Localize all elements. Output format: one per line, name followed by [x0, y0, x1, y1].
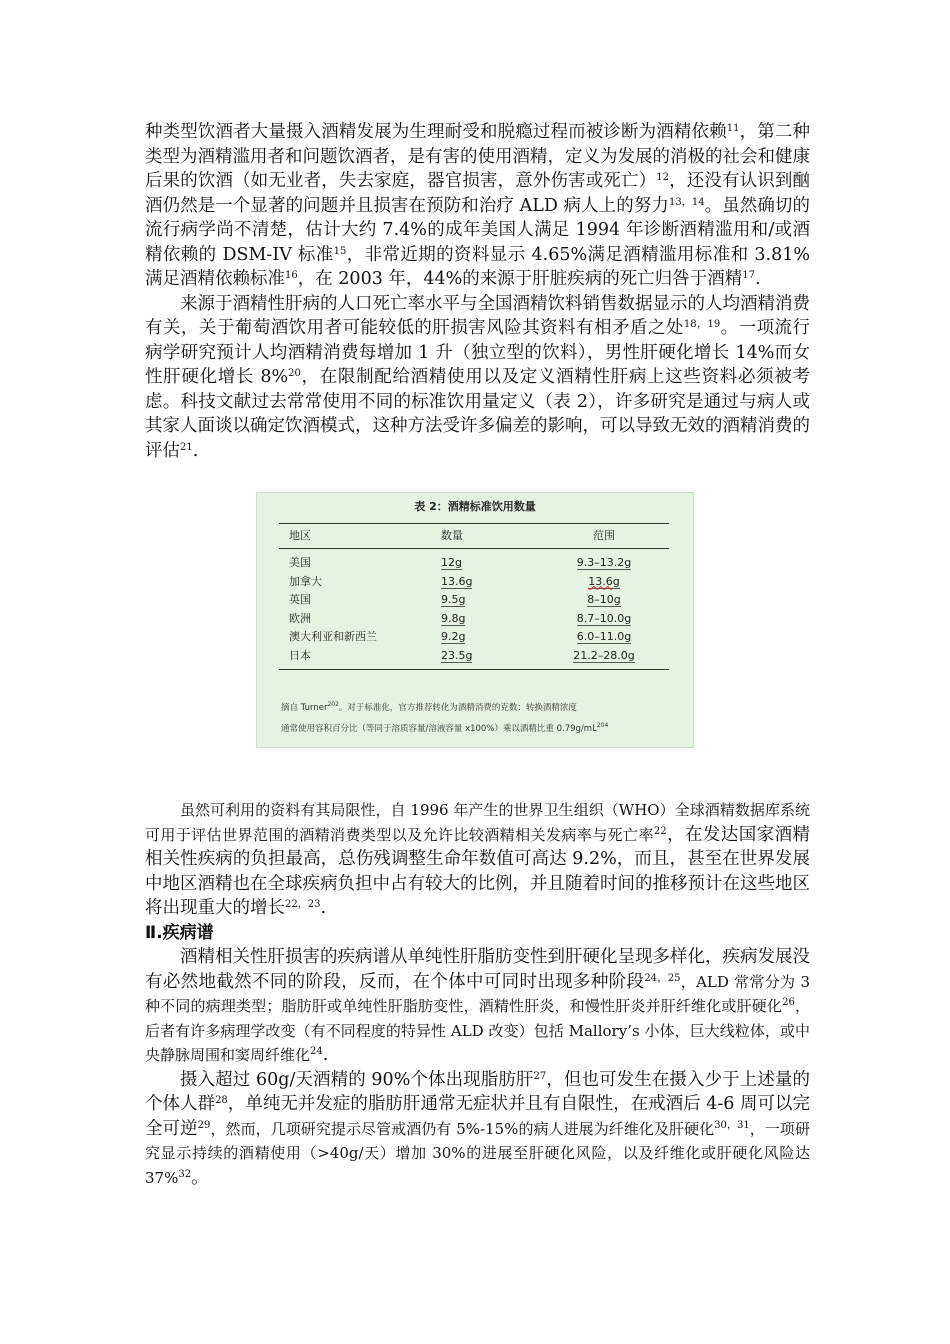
text-run: ，后者有许多病理学改变（有不同程度的特异性 ALD 改变）包括 Mallory’s 小体，巨大线粒体，或中央静脉周围和窦周纤维化 [145, 997, 810, 1064]
section-heading: Ⅱ.疾病谱 [145, 922, 214, 943]
text-run: . [322, 1045, 329, 1065]
cell-range: 13.6g [588, 574, 620, 588]
cell-amount: 9.5g [441, 593, 466, 606]
table-row [279, 647, 669, 666]
text-run: 虽然可利用的资料有其局限性，自 1996 年产生的世界卫生组织（WHO）全球酒精数据库系统可用于评估世界范围的酒精消费类型以及允许比较酒精相关发病率与死亡率 [145, 801, 810, 844]
footnote-text: 。对于标准化，官方推荐转化为酒精消费的克数：转换酒精浓度 [338, 703, 577, 713]
text-run: ，还没有认识到酗酒仍然是一个显著的问题并且损害在预防和治疗 ALD 病人上的努力 [145, 171, 810, 216]
text-run: ，单纯无并发症的脂肪肝通常无症状并且有自限性，在戒酒后 4-6 周可以完全可逆 [145, 1094, 811, 1139]
reference-marker: 18，19 [683, 319, 721, 330]
column-header-range: 范围 [593, 529, 615, 542]
reference-marker: 22 [653, 825, 667, 837]
text-run: 摄入超过 60g/天酒精的 90%个体出现脂肪肝 [180, 1069, 534, 1090]
text-run: 酒精相关性肝损害的疾病谱从单纯性肝脂肪变性到肝硬化呈现多样化，疾病发展没有必然地截然不同的阶段，反而，在个体中可同时出现多种阶段 [145, 947, 810, 992]
reference-marker: 28 [215, 1095, 228, 1106]
text-run: ，在发达国家酒精相关性疾病的负担最高，总伤残调整生命年数值可高达 9.2%，而且，甚至在世界发展中地区酒精也在全球疾病负担中占有较大的比例，并且随着时间的推移预计在这些地区将出现重大的增长 [145, 824, 810, 918]
reference-marker: 22，23 [285, 899, 321, 910]
cell-amount: 13.6g [441, 574, 473, 588]
text-run: ，非常近期的资料显示 4.65%满足酒精滥用标准和 3.81%满足酒精依赖标准 [145, 244, 810, 289]
paragraph-4 [145, 945, 810, 1068]
text-run: ，一项研究显示持续的酒精使用（>40g/天）增加 30%的进展至肝硬化风险，以及纤维化或肝硬化风险达 37% [145, 1119, 810, 1187]
text-run: ，在限制配给酒精使用以及定义酒精性肝病上这些资料必须被考虑。科技文献过去常常使用不同的标准饮用量定义（表 2），许多研究是通过与病人或其家人面谈以确定饮酒模式，这种方法受许多偏差的影响，可以导致无效的酒精消费的评估 [145, 367, 811, 461]
table-row [279, 554, 669, 573]
table-header-row [279, 524, 669, 548]
table-bottom-rule [279, 669, 669, 670]
table-rows [279, 549, 669, 669]
cell-amount: 23.5g [441, 648, 473, 662]
reference-marker: 12 [656, 172, 669, 183]
text-run: 。一项流行病学研究预计人均酒精消费每增加 1 升（独立型的饮料），男性肝硬化增长 14%而女性肝硬化增长 8% [145, 318, 811, 387]
footnote-text: 通常使用容积百分比（等同于溶质容量/溶液容量 x100%）乘以酒精比重 0.79g/mL [281, 724, 597, 734]
reference-marker: 15 [333, 245, 347, 257]
table-title: 表 2：酒精标准饮用数量 [414, 500, 536, 513]
cell-range: 6.0–11.0g [576, 630, 632, 643]
text-run: 来源于酒精性肝病的人口死亡率水平与全国酒精饮料销售数据显示的人均酒精消费有关，关于葡萄酒饮用者可能较低的肝损害风险其资料有相矛盾之处 [145, 293, 810, 338]
cell-amount: 12g [441, 556, 462, 569]
cell-region: 澳大利亚和新西兰 [289, 630, 377, 643]
reference-marker: 30，31 [714, 1119, 750, 1131]
reference-marker: 21 [180, 441, 193, 453]
cell-amount: 9.2g [441, 630, 466, 643]
reference-marker: 32 [178, 1168, 192, 1180]
text-run: . [320, 898, 327, 918]
text-run: 。虽然确切的流行病学尚不清楚，估计大约 7.4%的成年美国人满足 1994 年诊断酒精滥用和/或酒精依赖的 DSM-IV 标准 [145, 195, 811, 265]
cell-range: 8.7–10.0g [576, 611, 632, 625]
paragraph-5 [145, 1068, 810, 1191]
reference-marker: 20 [288, 368, 301, 379]
reference-marker: 16 [285, 270, 298, 281]
text-run: ，但也可发生在摄入少于上述量的个体人群 [145, 1069, 811, 1114]
table-footnote [281, 698, 686, 740]
table-row [279, 591, 669, 610]
table-row [279, 573, 669, 592]
paragraph-1 [145, 120, 810, 292]
cell-range: 9.3–13.2g [576, 556, 632, 569]
reference-marker: 27 [533, 1070, 547, 1082]
text-run: . [755, 269, 761, 289]
cell-range: 8–10g [587, 593, 621, 606]
paragraph-3 [145, 798, 810, 921]
reference-marker: 29 [197, 1119, 211, 1131]
text-run: ，在 2003 年，44%的来源于肝脏疾病的死亡归咎于酒精 [297, 269, 743, 289]
cell-region: 英国 [289, 593, 311, 606]
cell-range: 21.2–28.0g [573, 648, 635, 662]
paragraph-2 [145, 292, 810, 464]
footnote-text: 摘自 Turner [281, 703, 328, 713]
cell-region: 欧洲 [289, 611, 311, 625]
reference-marker: 24，25 [644, 972, 681, 984]
text-run: ，ALD 常常分为 3 种不同的病理类型；脂肪肝或单纯性肝脂肪变性，酒精性肝炎，和慢性肝炎并肝纤维化或肝硬化 [145, 972, 810, 1015]
text-run: ，第二种类型为酒精滥用者和问题饮酒者，是有害的使用酒精，定义为发展的消极的社会和健康后果的饮酒（如无业者，失去家庭，器官损害，意外伤害或死亡） [145, 122, 810, 191]
text-run: 种类型饮酒者大量摄入酒精发展为生理耐受和脱瘾过程而被诊断为酒精依赖 [145, 122, 727, 142]
table-row [279, 628, 669, 647]
reference-marker: 13，14 [668, 196, 705, 208]
column-header-region: 地区 [289, 529, 311, 542]
reference-marker: 17 [742, 270, 756, 281]
reference-marker: 26 [782, 997, 795, 1008]
table-body [279, 523, 669, 670]
cell-amount: 9.8g [441, 611, 466, 625]
text-run: . [192, 440, 199, 461]
reference-marker: 11 [726, 123, 740, 134]
reference-marker: 204 [596, 722, 609, 729]
table-row [279, 610, 669, 629]
text-run: 。 [191, 1167, 209, 1188]
column-header-amount: 数量 [441, 529, 463, 542]
cell-region: 美国 [289, 556, 311, 569]
document-page [145, 120, 810, 1190]
standard-drink-table [256, 492, 694, 748]
cell-region: 加拿大 [289, 574, 322, 588]
reference-marker: 24 [310, 1046, 323, 1057]
cell-region: 日本 [289, 648, 311, 662]
reference-marker: 202 [327, 701, 339, 708]
text-run: ，然而，几项研究提示尽管戒酒仍有 5%-15%的病人进展为纤维化及肝硬化 [210, 1119, 715, 1138]
